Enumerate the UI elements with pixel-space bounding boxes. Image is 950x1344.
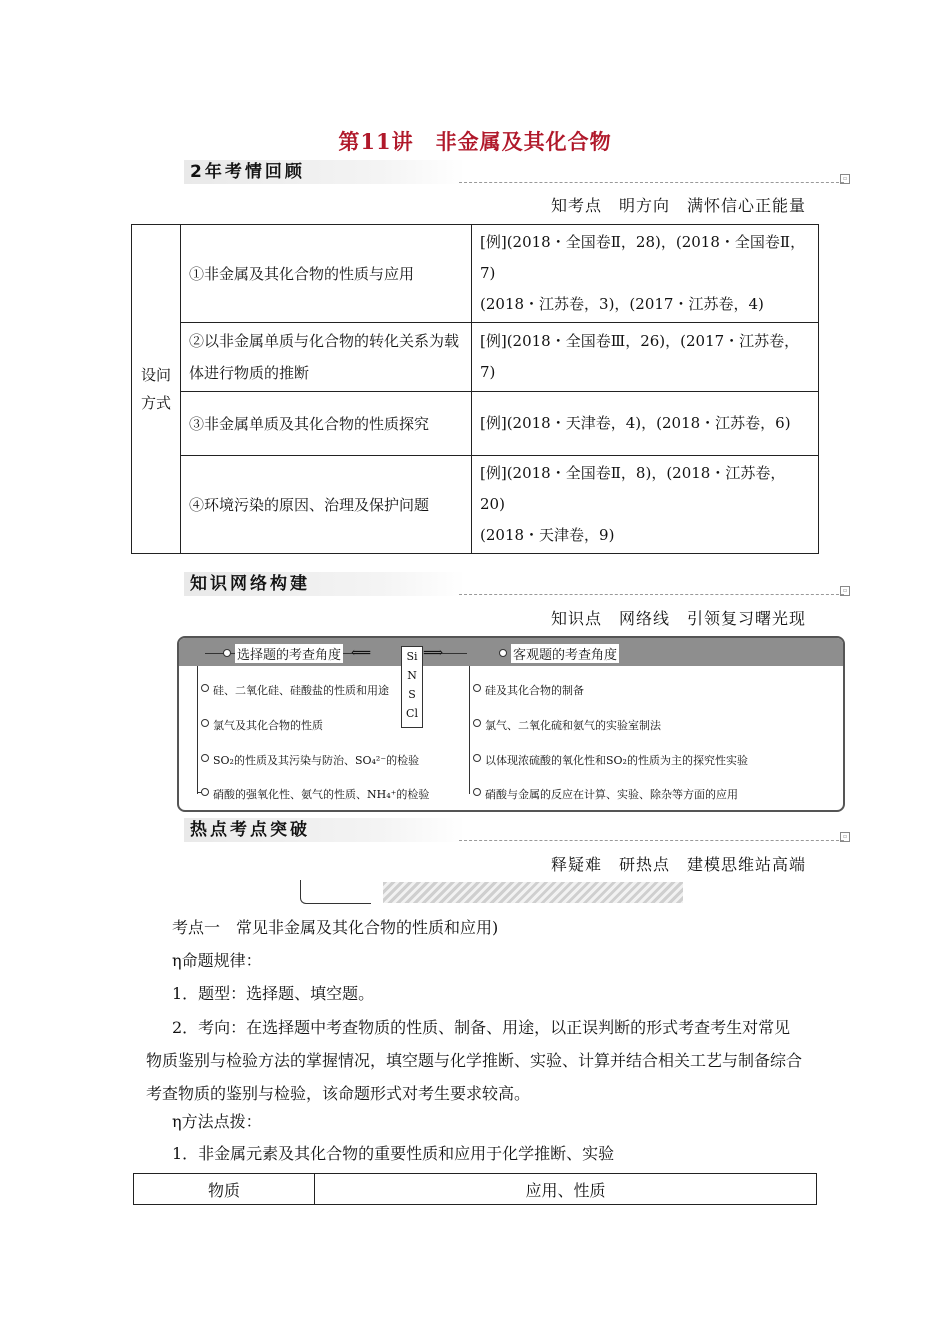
corner-marker-icon: ▫ xyxy=(840,174,850,184)
method-title: η方法点拨： xyxy=(172,1112,262,1131)
node-circle-icon xyxy=(499,649,507,657)
example-cell: [例](2018・全国卷Ⅱ，28)，(2018・全国卷Ⅱ，7) (2018・江苏卷，3)，(2017・江苏卷，4) xyxy=(472,225,819,323)
knowledge-network-diagram xyxy=(177,636,845,812)
right-header: 客观题的考查角度 xyxy=(511,644,619,663)
section-motto: 知考点 明方向 满怀信心正能量 xyxy=(550,196,806,215)
example-cell: [例](2018・全国卷Ⅲ，26)，(2017・江苏卷，7) xyxy=(472,323,819,392)
point-bracket xyxy=(300,880,371,904)
example-cell: [例](2018・全国卷Ⅱ，8)，(2018・江苏卷，20) (2018・天津卷，9) xyxy=(472,456,819,554)
method-item: 1．非金属元素及其化合物的重要性质和应用于化学推断、实验 xyxy=(172,1144,615,1163)
section-heading: 知识网络构建 xyxy=(184,572,465,596)
left-item: 氯气及其化合物的性质 xyxy=(213,719,323,732)
row-label: 设问方式 xyxy=(132,225,181,554)
section-heading: 热点考点突破 xyxy=(184,818,465,842)
example-cell: [例](2018・天津卷，4)，(2018・江苏卷，6) xyxy=(472,392,819,456)
topic-cell: ③非金属单质及其化合物的性质探究 xyxy=(181,392,472,456)
section-header-hot-topics xyxy=(132,818,850,842)
double-arrow-icon: ⟹ xyxy=(423,645,444,661)
section-heading: 2年考情回顾 xyxy=(184,160,465,184)
element-symbol: Cl xyxy=(406,707,418,720)
right-item: 硝酸与金属的反应在计算、实验、除杂等方面的应用 xyxy=(485,788,738,801)
element-symbol: Si xyxy=(406,650,418,663)
element-symbol: S xyxy=(408,688,416,701)
rule-item: 1．题型：选择题、填空题。 xyxy=(172,984,375,1003)
table-header: 应用、性质 xyxy=(315,1174,817,1205)
corner-marker-icon: ▫ xyxy=(840,586,850,596)
table-header: 物质 xyxy=(134,1174,315,1205)
node-circle-icon xyxy=(223,649,231,657)
element-symbol: N xyxy=(407,669,417,682)
section-header-knowledge-network xyxy=(132,572,850,596)
section-motto: 知识点 网络线 引领复习曙光现 xyxy=(550,609,806,628)
topic-cell: ④环境污染的原因、治理及保护问题 xyxy=(181,456,472,554)
right-item: 硅及其化合物的制备 xyxy=(485,684,584,697)
rule-item: 2．考向：在选择题中考查物质的性质、制备、用途，以正误判断的形式考查考生对常见物质鉴别与检验方法的掌握情况，填空题与化学推断、实验、计算并结合相关工艺与制备综合考查物质的鉴别与检验，该命题形式对考生要求较高。 xyxy=(146,1018,803,1103)
element-list xyxy=(401,646,423,728)
section-motto: 释疑难 研热点 建模思维站高端 xyxy=(550,855,806,874)
exam-review-table xyxy=(131,224,819,554)
topic-cell: ①非金属及其化合物的性质与应用 xyxy=(181,225,472,323)
right-item: 以体现浓硫酸的氧化性和SO₂的性质为主的探究性实验 xyxy=(485,754,748,767)
rule-title: η命题规律： xyxy=(172,951,262,970)
left-item: 硅、二氧化硅、硅酸盐的性质和用途 xyxy=(213,684,389,697)
material-table xyxy=(133,1173,817,1205)
double-arrow-icon: ⟸ xyxy=(351,645,372,661)
right-item: 氯气、二氧化硫和氨气的实验室制法 xyxy=(485,719,661,732)
left-header: 选择题的考查角度 xyxy=(235,644,343,663)
hatched-banner xyxy=(383,882,683,903)
left-item: 硝酸的强氧化性、氨气的性质、NH₄⁺的检验 xyxy=(213,788,430,801)
topic-cell: ②以非金属单质与化合物的转化关系为载体进行物质的推断 xyxy=(181,323,472,392)
corner-marker-icon: ▫ xyxy=(840,832,850,842)
section-header-exam-review xyxy=(132,160,850,184)
point-title: 考点一 常见非金属及其化合物的性质和应用) xyxy=(172,918,499,937)
page-title: 第11讲 非金属及其化合物 xyxy=(338,129,612,154)
left-item: SO₂的性质及其污染与防治、SO₄²⁻的检验 xyxy=(213,754,420,767)
